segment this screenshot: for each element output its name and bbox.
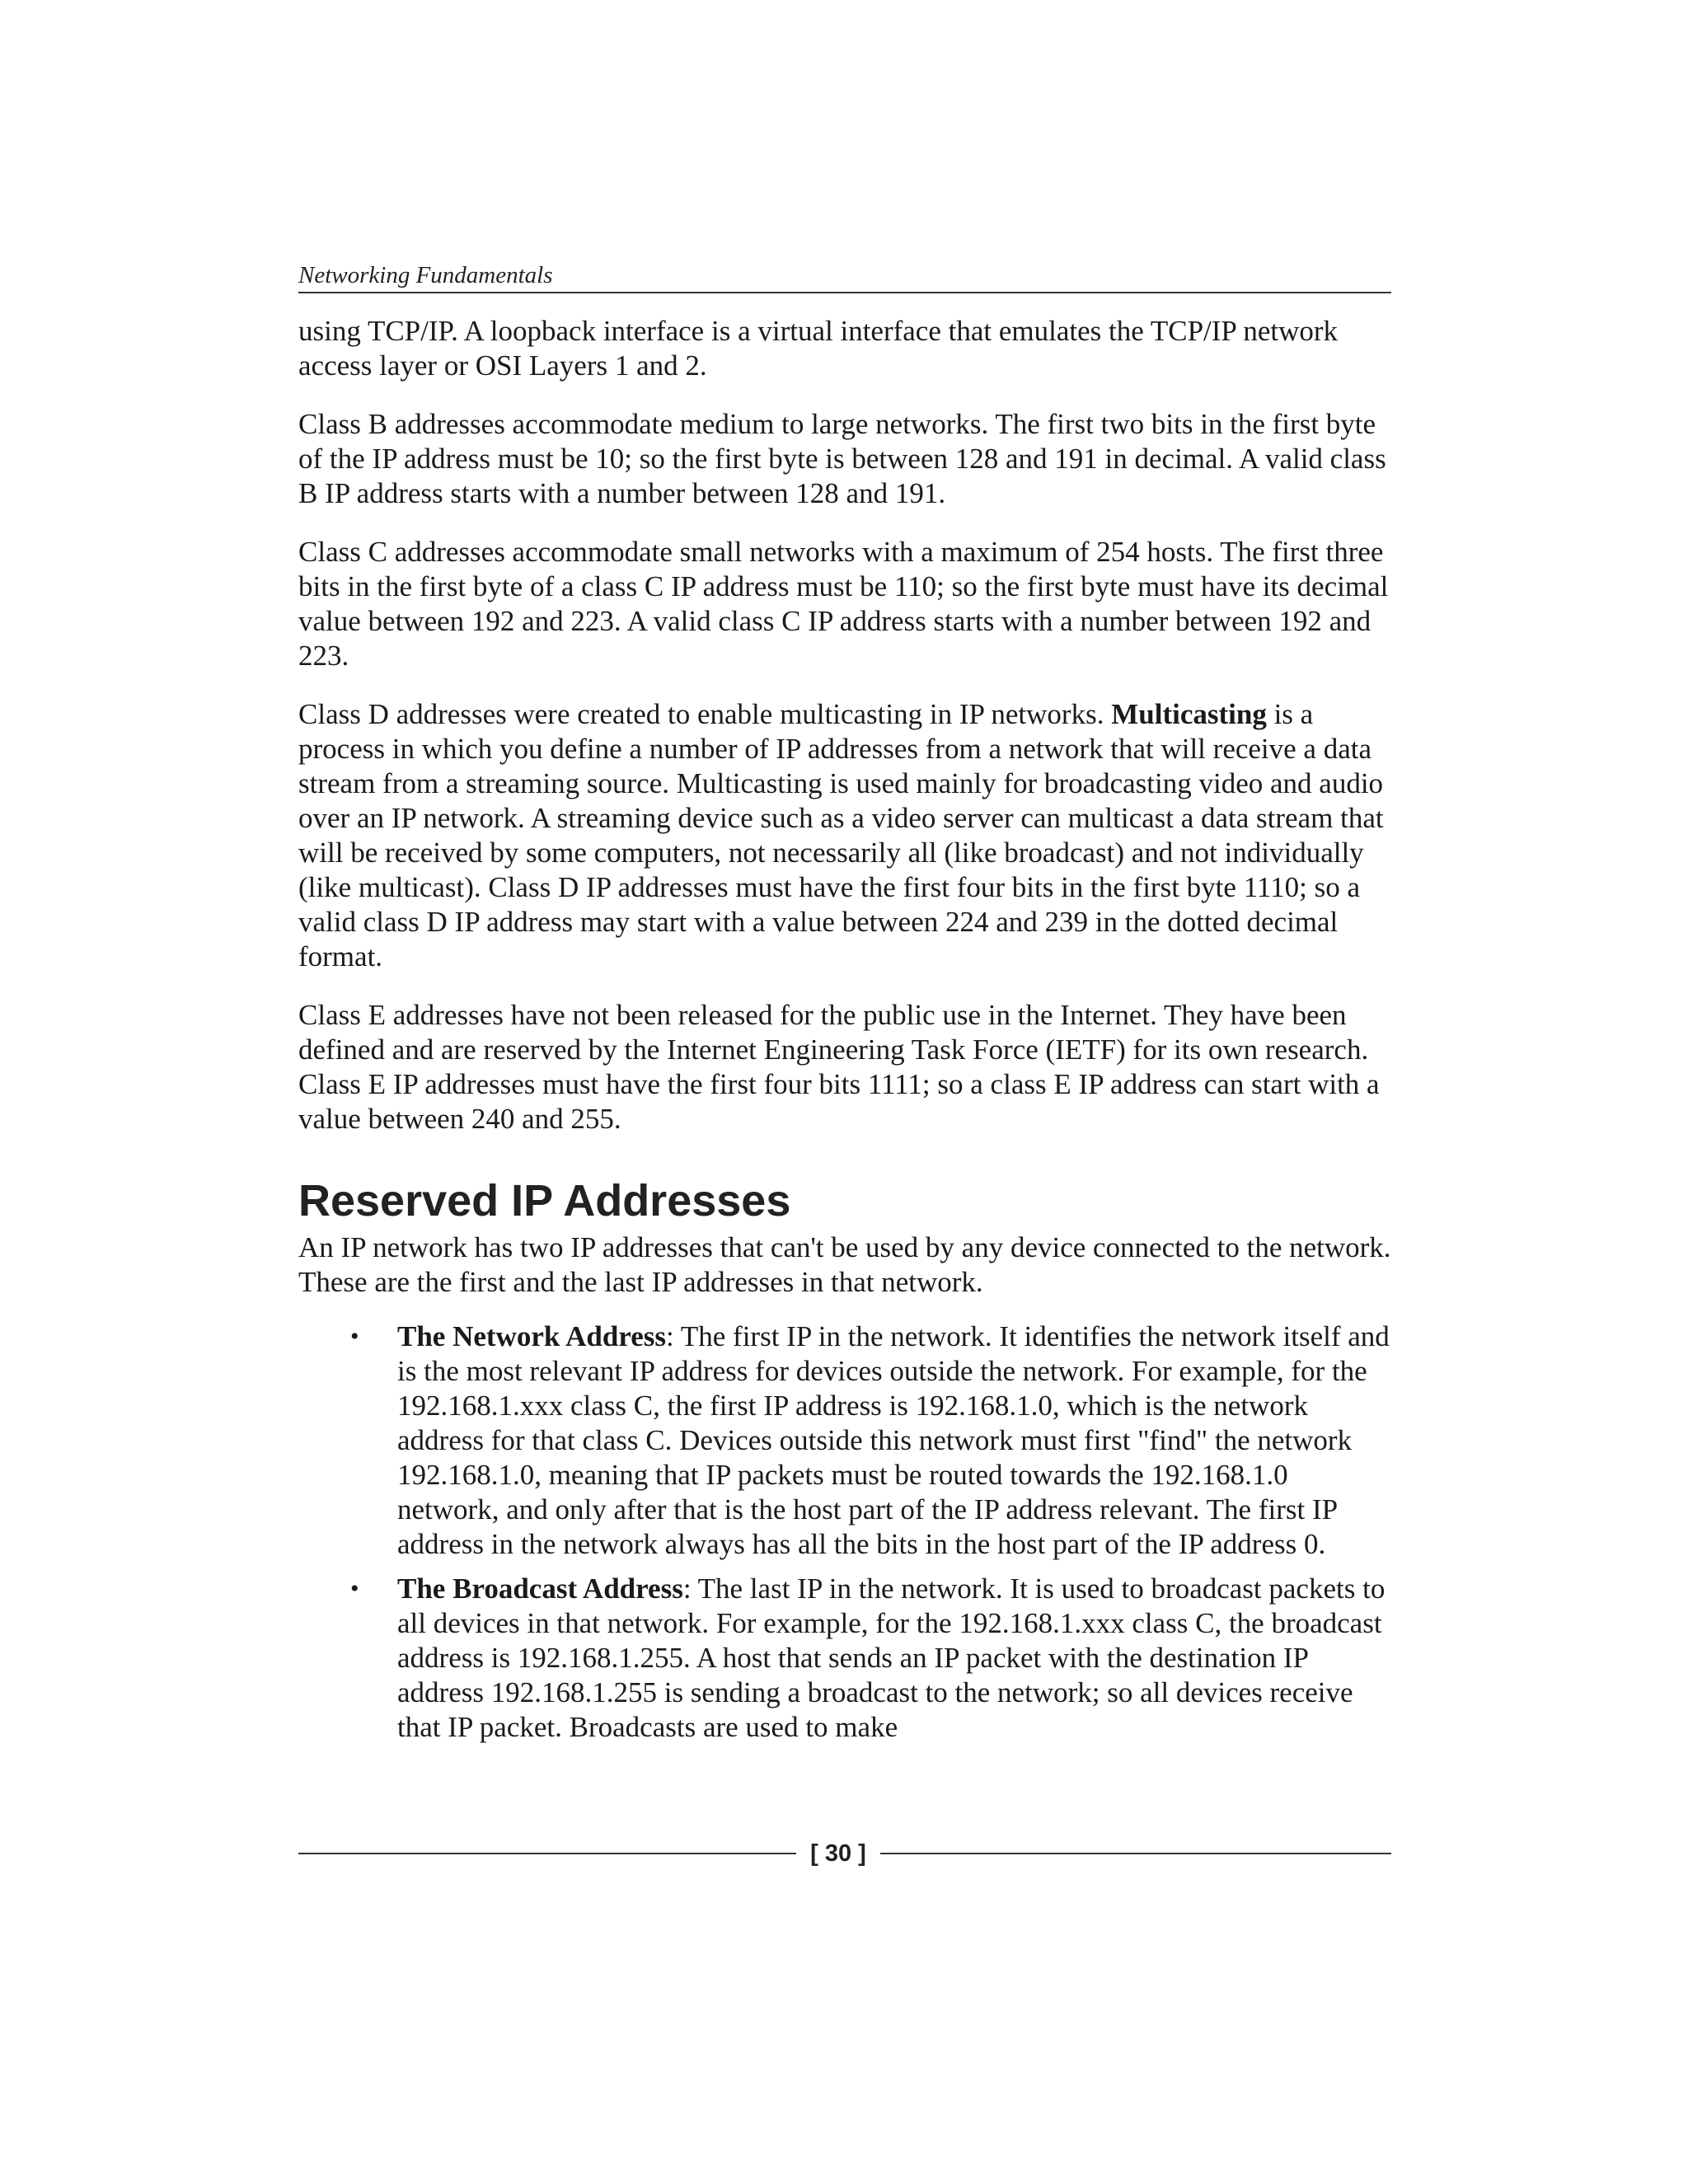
section-intro: An IP network has two IP addresses that can't be used by any device connected to the network. These are the first and the last IP addresses in that network. xyxy=(298,1231,1391,1298)
header-rule xyxy=(298,292,1391,293)
bullet-icon: • xyxy=(350,1575,359,1602)
term-network-address: The Network Address xyxy=(397,1320,667,1352)
page-body xyxy=(298,314,1391,1755)
term-multicasting: Multicasting xyxy=(1111,698,1267,730)
footer-rule-left xyxy=(298,1853,796,1854)
term-broadcast-address: The Broadcast Address xyxy=(397,1572,683,1605)
paragraph-class-b: Class B addresses accommodate medium to large networks. The first two bits in the first byte of the IP address must be 10; so the first byte is between 128 and 191 in decimal. A valid class B IP address starts with a number between 128 and 191. xyxy=(298,408,1386,509)
paragraph-class-d xyxy=(298,697,1391,974)
page-footer xyxy=(298,1840,1391,1872)
section-title: Reserved IP Addresses xyxy=(298,1176,791,1226)
reserved-address-list xyxy=(298,1319,1391,1745)
list-item-network-address xyxy=(298,1319,1391,1562)
paragraph-class-d-lead: Class D addresses were created to enable multicasting in IP networks. xyxy=(298,698,1112,730)
list-item-broadcast-address xyxy=(298,1572,1391,1745)
page-number: [ 30 ] xyxy=(810,1840,866,1867)
paragraph-class-d-rest: is a process in which you define a number of IP addresses from a network that will receive a data stream from a streaming source. Multicasting is used mainly for broadcasting video and audio over an IP network. A streaming device such as a video server can multicast a data stream that will be received by some computers, not necessarily all (like broadcast) and not individually (like multicast). Class D IP addresses must have the first four bits in the first byte 1110; so a valid class D IP address may start with a value between 224 and 239 in the dotted decimal format. xyxy=(298,698,1384,972)
paragraph-class-c: Class C addresses accommodate small networks with a maximum of 254 hosts. The first three bits in the first byte of a class C IP address must be 110; so the first byte must have its decimal value between 192 and 223. A valid class C IP address starts with a number between 192 and 223. xyxy=(298,536,1389,672)
bullet-icon: • xyxy=(350,1323,359,1350)
broadcast-address-description: : The last IP in the network. It is used to broadcast packets to all devices in that network. For example, for the 192.168.1.xxx class C, the broadcast address is 192.168.1.255. A host that sends an IP packet with the destination IP address 192.168.1.255 is sending a broadcast to the network; so all devices receive that IP packet. Broadcasts are used to make xyxy=(397,1572,1386,1743)
network-address-description: : The first IP in the network. It identifies the network itself and is the most relevant IP address for devices outside the network. For example, for the 192.168.1.xxx class C, the first IP address is 192.168.1.0, which is the network address for that class C. Devices outside this network must first "find" the network 192.168.1.0, meaning that IP packets must be routed towards the 192.168.1.0 network, and only after that is the host part of the IP address relevant. The first IP address in the network always has all the bits in the host part of the IP address 0. xyxy=(397,1320,1390,1560)
footer-rule-right xyxy=(880,1853,1391,1854)
running-header: Networking Fundamentals xyxy=(298,262,553,288)
paragraph-loopback: using TCP/IP. A loopback interface is a virtual interface that emulates the TCP/IP network access layer or OSI Layers 1 and 2. xyxy=(298,315,1339,382)
paragraph-class-e: Class E addresses have not been released for the public use in the Internet. They have been defined and are reserved by the Internet Engineering Task Force (IETF) for its own research. Class E IP addresses must have the first four bits 1111; so a class E IP address can start with a value between 240 and 255. xyxy=(298,999,1380,1135)
